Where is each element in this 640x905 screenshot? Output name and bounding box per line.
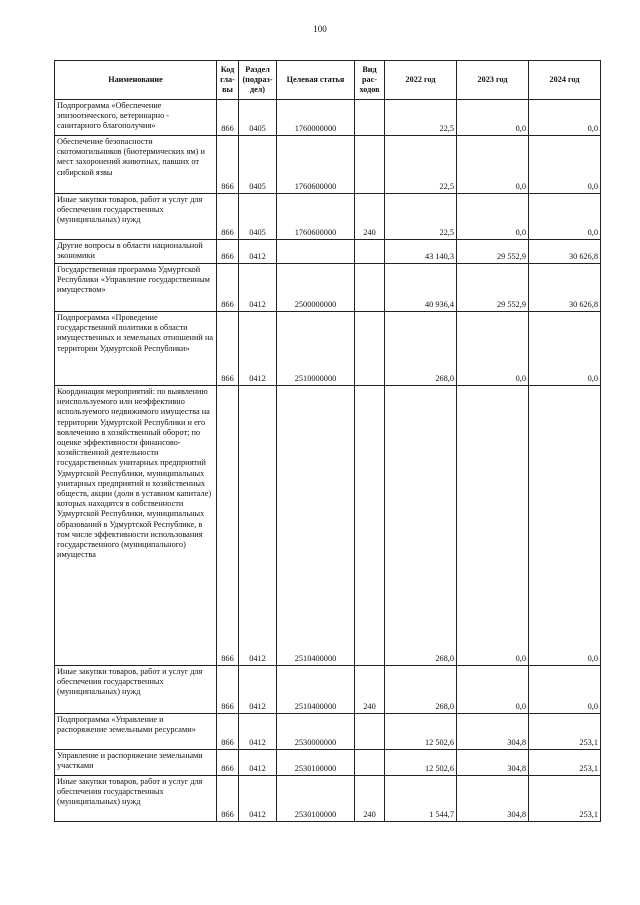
row-2022: 22,5 bbox=[385, 194, 457, 240]
header-section: Раздел (подраз-дел) bbox=[239, 61, 277, 100]
row-code: 866 bbox=[217, 264, 239, 312]
row-name: Подпрограмма «Проведение государственной политики в области имущественных и земельных отношений на территории Удмуртской Республики» bbox=[55, 312, 217, 386]
row-section: 0412 bbox=[239, 776, 277, 822]
row-type bbox=[355, 136, 385, 194]
row-2022: 268,0 bbox=[385, 312, 457, 386]
row-type: 240 bbox=[355, 666, 385, 714]
table-row bbox=[55, 240, 601, 264]
row-2022: 1 544,7 bbox=[385, 776, 457, 822]
row-2024: 0,0 bbox=[529, 386, 601, 666]
row-2022: 22,5 bbox=[385, 136, 457, 194]
row-section: 0405 bbox=[239, 100, 277, 136]
row-section: 0412 bbox=[239, 714, 277, 750]
table-row bbox=[55, 194, 601, 240]
header-2023: 2023 год bbox=[457, 61, 529, 100]
row-2023: 304,8 bbox=[457, 714, 529, 750]
row-code: 866 bbox=[217, 312, 239, 386]
row-2023: 0,0 bbox=[457, 666, 529, 714]
row-type bbox=[355, 386, 385, 666]
row-2022: 43 140,3 bbox=[385, 240, 457, 264]
row-type bbox=[355, 312, 385, 386]
row-section: 0412 bbox=[239, 666, 277, 714]
row-2023: 304,8 bbox=[457, 750, 529, 776]
row-section: 0412 bbox=[239, 240, 277, 264]
row-name: Управление и распоряжение земельными участками bbox=[55, 750, 217, 776]
row-code: 866 bbox=[217, 240, 239, 264]
row-2022: 12 502,6 bbox=[385, 714, 457, 750]
row-target bbox=[277, 240, 355, 264]
row-section: 0405 bbox=[239, 136, 277, 194]
table-row bbox=[55, 264, 601, 312]
row-2024: 253,1 bbox=[529, 776, 601, 822]
page-number: 100 bbox=[313, 24, 327, 34]
row-name: Иные закупки товаров, работ и услуг для обеспечения государственных (муниципальных) нужд bbox=[55, 776, 217, 822]
table-row bbox=[55, 666, 601, 714]
row-2024: 0,0 bbox=[529, 312, 601, 386]
row-code: 866 bbox=[217, 136, 239, 194]
row-type bbox=[355, 240, 385, 264]
row-section: 0412 bbox=[239, 312, 277, 386]
row-type bbox=[355, 100, 385, 136]
row-code: 866 bbox=[217, 194, 239, 240]
row-code: 866 bbox=[217, 100, 239, 136]
row-type: 240 bbox=[355, 776, 385, 822]
row-section: 0412 bbox=[239, 750, 277, 776]
row-target: 1760600000 bbox=[277, 136, 355, 194]
header-type: Вид рас-ходов bbox=[355, 61, 385, 100]
row-2023: 29 552,9 bbox=[457, 264, 529, 312]
table-row bbox=[55, 100, 601, 136]
table-row bbox=[55, 776, 601, 822]
budget-table bbox=[54, 60, 601, 822]
header-2022: 2022 год bbox=[385, 61, 457, 100]
row-2024: 0,0 bbox=[529, 100, 601, 136]
row-target: 2530100000 bbox=[277, 776, 355, 822]
row-2024: 0,0 bbox=[529, 666, 601, 714]
row-code: 866 bbox=[217, 750, 239, 776]
row-name: Подпрограмма «Управление и распоряжение земельными ресурсами» bbox=[55, 714, 217, 750]
row-name: Обеспечение безопасности скотомогильников (биотермических ям) и мест захоронений животных, павших от сибирской язвы bbox=[55, 136, 217, 194]
row-2022: 268,0 bbox=[385, 386, 457, 666]
row-type bbox=[355, 264, 385, 312]
row-2024: 30 626,8 bbox=[529, 264, 601, 312]
row-type bbox=[355, 750, 385, 776]
row-code: 866 bbox=[217, 666, 239, 714]
row-target: 1760600000 bbox=[277, 194, 355, 240]
row-name: Государственная программа Удмуртской Республики «Управление государственным имуществом» bbox=[55, 264, 217, 312]
table-row bbox=[55, 386, 601, 666]
row-2022: 268,0 bbox=[385, 666, 457, 714]
row-target: 2510000000 bbox=[277, 312, 355, 386]
row-2022: 40 936,4 bbox=[385, 264, 457, 312]
header-name: Наименование bbox=[55, 61, 217, 100]
row-2024: 30 626,8 bbox=[529, 240, 601, 264]
row-code: 866 bbox=[217, 386, 239, 666]
table-header-row bbox=[55, 61, 601, 100]
row-target: 2500000000 bbox=[277, 264, 355, 312]
row-2024: 253,1 bbox=[529, 750, 601, 776]
row-name: Другие вопросы в области национальной экономики bbox=[55, 240, 217, 264]
row-2024: 0,0 bbox=[529, 136, 601, 194]
row-target: 2530100000 bbox=[277, 750, 355, 776]
row-type bbox=[355, 714, 385, 750]
row-2023: 0,0 bbox=[457, 136, 529, 194]
row-name: Координация мероприятий: по выявлению неиспользуемого или неэффективно используемого недвижимого имущества на территории Удмуртской Республики и его вовлечению в хозяйственный оборот; по оценке эффективности финансово-хозяйственной деятельности государственных унитарных предприятий Удмуртской Республики, муниципальных унитарных предприятий и хозяйственных обществ, акции (доли в уставном капитале) которых находятся в собственности Удмуртской Республики, муниципальных образований в Удмуртской Республике, в том числе эффективности использования государственного (муниципального) имущества bbox=[55, 386, 217, 666]
row-name: Подпрограмма «Обеспечение эпизоотического, ветеринарно - санитарного благополучия» bbox=[55, 100, 217, 136]
row-2023: 0,0 bbox=[457, 194, 529, 240]
row-code: 866 bbox=[217, 714, 239, 750]
row-code: 866 bbox=[217, 776, 239, 822]
row-2023: 29 552,9 bbox=[457, 240, 529, 264]
header-2024: 2024 год bbox=[529, 61, 601, 100]
row-target: 1760000000 bbox=[277, 100, 355, 136]
row-2023: 304,8 bbox=[457, 776, 529, 822]
row-2022: 22,5 bbox=[385, 100, 457, 136]
row-section: 0412 bbox=[239, 264, 277, 312]
row-target: 2510400000 bbox=[277, 386, 355, 666]
row-2022: 12 502,6 bbox=[385, 750, 457, 776]
row-section: 0412 bbox=[239, 386, 277, 666]
row-target: 2510400000 bbox=[277, 666, 355, 714]
row-type: 240 bbox=[355, 194, 385, 240]
row-name: Иные закупки товаров, работ и услуг для обеспечения государственных (муниципальных) нужд bbox=[55, 666, 217, 714]
row-2024: 0,0 bbox=[529, 194, 601, 240]
row-target: 2530000000 bbox=[277, 714, 355, 750]
row-name: Иные закупки товаров, работ и услуг для обеспечения государственных (муниципальных) нужд bbox=[55, 194, 217, 240]
row-2023: 0,0 bbox=[457, 312, 529, 386]
row-2024: 253,1 bbox=[529, 714, 601, 750]
row-section: 0405 bbox=[239, 194, 277, 240]
header-target: Целевая статья bbox=[277, 61, 355, 100]
table-row bbox=[55, 714, 601, 750]
table-row bbox=[55, 136, 601, 194]
row-2023: 0,0 bbox=[457, 100, 529, 136]
table-row bbox=[55, 750, 601, 776]
row-2023: 0,0 bbox=[457, 386, 529, 666]
table-row bbox=[55, 312, 601, 386]
header-code: Код гла-вы bbox=[217, 61, 239, 100]
